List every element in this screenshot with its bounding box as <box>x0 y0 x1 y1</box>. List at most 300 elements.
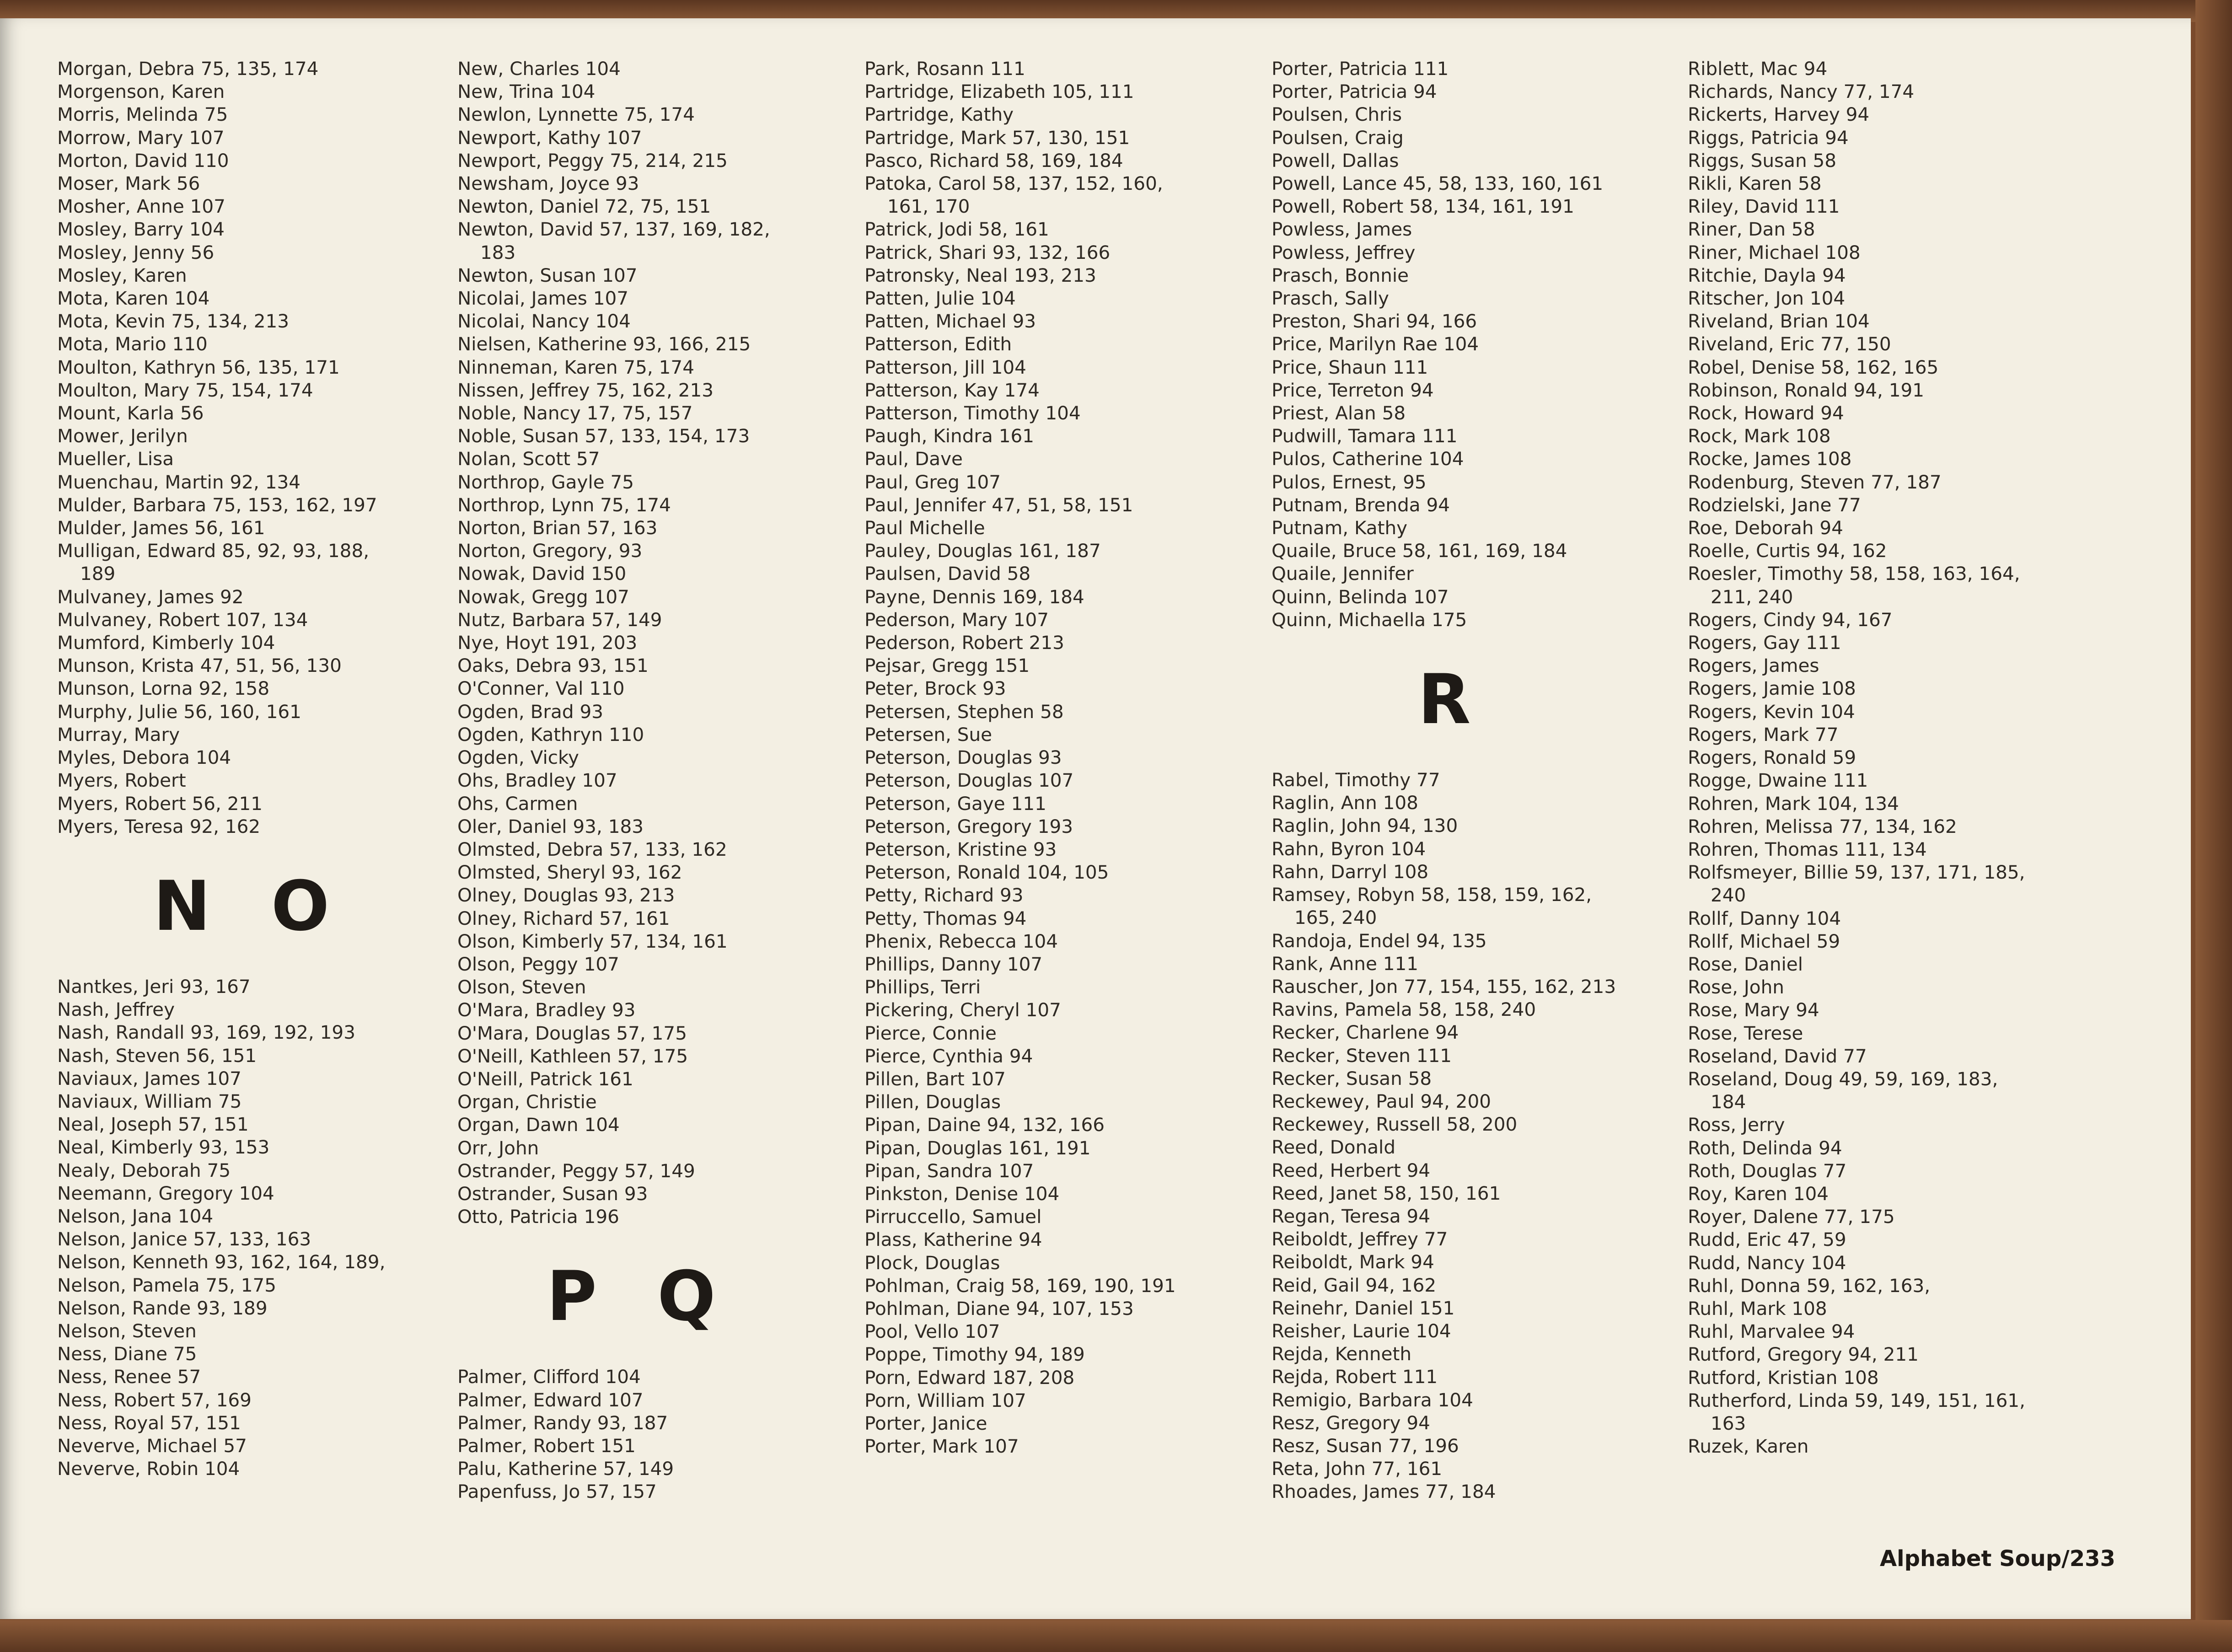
index-entry: Rikli, Karen 58 <box>1688 172 1822 195</box>
index-entry: Peterson, Douglas 93 <box>864 746 1062 769</box>
index-entry: Myers, Teresa 92, 162 <box>57 815 261 837</box>
index-entry: Roseland, Doug 49, 59, 169, 183, <box>1688 1067 1998 1090</box>
index-entry: Patterson, Jill 104 <box>864 356 1026 378</box>
index-entry: Nash, Steven 56, 151 <box>57 1044 257 1067</box>
index-column-4 <box>1272 57 1665 1503</box>
section-heading: P Q <box>547 1257 734 1337</box>
index-entry: Mosley, Barry 104 <box>57 218 225 241</box>
index-entry: Rogers, Ronald 59 <box>1688 746 1856 769</box>
index-entry: Pillen, Douglas <box>864 1091 1001 1113</box>
index-entry: Putnam, Brenda 94 <box>1272 493 1450 516</box>
index-entry: Palmer, Robert 151 <box>457 1434 636 1457</box>
index-entry-continuation: 165, 240 <box>1294 906 1377 929</box>
index-entry-continuation: 183 <box>480 241 516 263</box>
index-entry: Nowak, David 150 <box>457 563 627 585</box>
index-entry: Norton, Brian 57, 163 <box>457 517 658 539</box>
index-entry: O'Neill, Kathleen 57, 175 <box>457 1045 688 1067</box>
index-entry: Rogers, Kevin 104 <box>1688 700 1855 723</box>
index-entry: Roelle, Curtis 94, 162 <box>1688 540 1887 562</box>
index-entry: Pohlman, Diane 94, 107, 153 <box>864 1297 1134 1319</box>
index-entry: Ogden, Vicky <box>457 746 579 769</box>
index-entry: Reed, Donald <box>1272 1136 1396 1159</box>
index-entry: Royer, Dalene 77, 175 <box>1688 1206 1895 1228</box>
index-entry: Reinehr, Daniel 151 <box>1272 1297 1455 1319</box>
index-entry: Reiboldt, Mark 94 <box>1272 1251 1434 1273</box>
index-entry: Paul, Greg 107 <box>864 471 1001 493</box>
index-entry: Nielsen, Katherine 93, 166, 215 <box>457 333 751 355</box>
index-entry: Riblett, Mac 94 <box>1688 58 1828 80</box>
index-entry: Norton, Gregory, 93 <box>457 540 643 562</box>
index-entry: Paul Michelle <box>864 517 985 539</box>
index-entry: Rogers, Jamie 108 <box>1688 677 1856 700</box>
index-entry: Morton, David 110 <box>57 149 229 172</box>
index-column-5 <box>1688 57 2081 1458</box>
index-entry: Neemann, Gregory 104 <box>57 1182 274 1204</box>
index-entry: Rogers, Cindy 94, 167 <box>1688 608 1893 631</box>
index-entry: Roth, Douglas 77 <box>1688 1159 1847 1182</box>
index-entry: Mount, Karla 56 <box>57 402 204 424</box>
index-entry: Morgenson, Karen <box>57 80 225 103</box>
index-entry: Pipan, Douglas 161, 191 <box>864 1137 1091 1159</box>
index-entry: Pillen, Bart 107 <box>864 1067 1006 1090</box>
index-entry: Petty, Thomas 94 <box>864 907 1027 929</box>
index-entry: Rose, Mary 94 <box>1688 999 1819 1021</box>
index-entry: Rogers, Gay 111 <box>1688 632 1841 654</box>
index-entry: Patterson, Edith <box>864 333 1012 355</box>
index-entry: O'Conner, Val 110 <box>457 677 625 700</box>
index-entry: Peter, Brock 93 <box>864 677 1006 700</box>
index-entry: Pickering, Cheryl 107 <box>864 999 1061 1021</box>
index-entry: Rocke, James 108 <box>1688 448 1852 470</box>
index-entry: Plock, Douglas <box>864 1251 1000 1274</box>
index-entry: Richards, Nancy 77, 174 <box>1688 80 1915 103</box>
index-entry: Newton, Daniel 72, 75, 151 <box>457 195 711 218</box>
index-entry: Peterson, Douglas 107 <box>864 769 1074 792</box>
index-entry: Rutford, Gregory 94, 211 <box>1688 1343 1919 1366</box>
index-entry-continuation: 189 <box>80 563 116 585</box>
index-entry: Roseland, David 77 <box>1688 1045 1867 1067</box>
index-entry: Rose, Terese <box>1688 1022 1803 1044</box>
book-cover-edge-right <box>2195 0 2232 1652</box>
index-entry: Ness, Renee 57 <box>57 1366 201 1388</box>
index-entry: O'Neill, Patrick 161 <box>457 1067 633 1090</box>
index-entry: Ritchie, Dayla 94 <box>1688 264 1846 286</box>
index-entry: Myles, Debora 104 <box>57 746 231 769</box>
index-entry: Neal, Joseph 57, 151 <box>57 1113 249 1136</box>
index-entry: Mulder, Barbara 75, 153, 162, 197 <box>57 493 377 516</box>
index-entry: Patrick, Jodi 58, 161 <box>864 218 1049 241</box>
index-entry: Rogge, Dwaine 111 <box>1688 769 1868 792</box>
index-entry: Mower, Jerilyn <box>57 425 188 447</box>
index-entry: Quinn, Belinda 107 <box>1272 585 1449 608</box>
index-entry: Newton, David 57, 137, 169, 182, <box>457 218 770 241</box>
index-entry: Mota, Kevin 75, 134, 213 <box>57 310 290 333</box>
index-entry: New, Charles 104 <box>457 58 621 80</box>
index-entry: Reisher, Laurie 104 <box>1272 1319 1451 1342</box>
index-entry: Rose, Daniel <box>1688 953 1803 975</box>
index-entry: Palmer, Clifford 104 <box>457 1366 641 1388</box>
index-entry: Papenfuss, Jo 57, 157 <box>457 1480 657 1503</box>
index-entry: Reckewey, Paul 94, 200 <box>1272 1090 1491 1112</box>
index-entry: Payne, Dennis 169, 184 <box>864 585 1084 608</box>
index-entry: Porn, William 107 <box>864 1389 1026 1411</box>
index-entry: Moulton, Kathryn 56, 135, 171 <box>57 356 340 378</box>
index-entry-continuation: 163 <box>1711 1412 1746 1434</box>
index-entry: Reckewey, Russell 58, 200 <box>1272 1113 1518 1136</box>
index-entry: Rutford, Kristian 108 <box>1688 1366 1879 1389</box>
index-entry: Pipan, Sandra 107 <box>864 1159 1034 1182</box>
index-entry: Rolfsmeyer, Billie 59, 137, 171, 185, <box>1688 861 2025 884</box>
index-entry: Mulder, James 56, 161 <box>57 517 265 539</box>
index-entry: O'Mara, Bradley 93 <box>457 999 636 1021</box>
index-entry: Pauley, Douglas 161, 187 <box>864 540 1101 562</box>
index-entry: Rauscher, Jon 77, 154, 155, 162, 213 <box>1272 975 1616 998</box>
index-entry: Randoja, Endel 94, 135 <box>1272 929 1487 952</box>
index-entry: Myers, Robert 56, 211 <box>57 792 263 815</box>
index-entry: Pirruccello, Samuel <box>864 1206 1042 1228</box>
index-entry: Putnam, Kathy <box>1272 517 1408 539</box>
index-entry: Organ, Christie <box>457 1091 597 1113</box>
index-entry: Ostrander, Susan 93 <box>457 1182 648 1205</box>
index-entry: Roy, Karen 104 <box>1688 1182 1829 1205</box>
index-entry: Nelson, Janice 57, 133, 163 <box>57 1228 311 1250</box>
index-entry-continuation: 240 <box>1711 884 1746 906</box>
index-entry: Nash, Randall 93, 169, 192, 193 <box>57 1021 355 1044</box>
index-entry: Ness, Diane 75 <box>57 1343 197 1365</box>
index-entry: Rohren, Melissa 77, 134, 162 <box>1688 815 1957 837</box>
index-entry: Ruzek, Karen <box>1688 1435 1809 1458</box>
section-heading: R <box>1418 660 1489 740</box>
index-entry: New, Trina 104 <box>457 80 596 103</box>
index-entry: Poulsen, Craig <box>1272 126 1404 149</box>
index-entry: Pulos, Catherine 104 <box>1272 448 1464 470</box>
index-entry: Newport, Peggy 75, 214, 215 <box>457 149 728 172</box>
index-page <box>0 18 2191 1619</box>
index-entry: Pederson, Mary 107 <box>864 608 1049 631</box>
index-entry: Patterson, Kay 174 <box>864 379 1040 401</box>
index-entry: Mueller, Lisa <box>57 448 174 470</box>
index-entry: Mulvaney, James 92 <box>57 585 244 608</box>
index-entry: Olson, Peggy 107 <box>457 953 619 975</box>
index-entry: Rohren, Mark 104, 134 <box>1688 792 1899 815</box>
index-entry: Pejsar, Gregg 151 <box>864 654 1030 677</box>
index-entry: Rank, Anne 111 <box>1272 952 1419 975</box>
index-entry: Porter, Mark 107 <box>864 1435 1019 1458</box>
index-entry: Reiboldt, Jeffrey 77 <box>1272 1228 1448 1250</box>
index-entry: Ruhl, Mark 108 <box>1688 1297 1827 1319</box>
index-entry: Nolan, Scott 57 <box>457 448 600 470</box>
index-entry: Ostrander, Peggy 57, 149 <box>457 1159 695 1182</box>
index-entry: Park, Rosann 111 <box>864 58 1025 80</box>
index-entry: Ritscher, Jon 104 <box>1688 287 1846 310</box>
index-column-3 <box>864 57 1258 1458</box>
index-entry: Phillips, Danny 107 <box>864 953 1043 975</box>
index-entry: Nelson, Steven <box>57 1319 197 1342</box>
index-entry: Raglin, John 94, 130 <box>1272 815 1458 837</box>
index-entry: Partridge, Mark 57, 130, 151 <box>864 126 1130 149</box>
index-entry: Prasch, Bonnie <box>1272 264 1409 286</box>
index-entry: Petersen, Stephen 58 <box>864 700 1064 723</box>
index-entry: Nelson, Rande 93, 189 <box>57 1297 268 1319</box>
index-entry: Powell, Dallas <box>1272 149 1399 172</box>
index-entry: Nye, Hoyt 191, 203 <box>457 632 638 654</box>
index-entry: Preston, Shari 94, 166 <box>1272 310 1477 333</box>
index-entry: Nicolai, James 107 <box>457 287 629 310</box>
index-entry: Paul, Jennifer 47, 51, 58, 151 <box>864 493 1133 516</box>
index-entry: Rodzielski, Jane 77 <box>1688 493 1861 516</box>
index-entry: Organ, Dawn 104 <box>457 1114 620 1136</box>
index-entry: Peterson, Gaye 111 <box>864 792 1046 815</box>
index-entry: Pool, Vello 107 <box>864 1320 1000 1343</box>
index-entry: Neverve, Michael 57 <box>57 1434 247 1457</box>
index-entry: Riner, Dan 58 <box>1688 218 1815 241</box>
index-entry: Murphy, Julie 56, 160, 161 <box>57 700 301 723</box>
index-entry: Porter, Janice <box>864 1412 987 1434</box>
index-entry: Porter, Patricia 94 <box>1272 80 1437 103</box>
index-entry: Porn, Edward 187, 208 <box>864 1366 1075 1389</box>
index-entry: Phenix, Rebecca 104 <box>864 930 1058 952</box>
index-entry: Palmer, Randy 93, 187 <box>457 1411 668 1434</box>
index-entry: Palu, Katherine 57, 149 <box>457 1458 674 1480</box>
index-entry: Powless, James <box>1272 218 1412 241</box>
index-entry: Rollf, Michael 59 <box>1688 930 1840 952</box>
index-entry: Reed, Janet 58, 150, 161 <box>1272 1182 1501 1204</box>
index-entry: Northrop, Lynn 75, 174 <box>457 493 671 516</box>
index-entry: Reta, John 77, 161 <box>1272 1458 1443 1480</box>
index-entry: Morgan, Debra 75, 135, 174 <box>57 58 319 80</box>
index-entry: Riggs, Patricia 94 <box>1688 126 1849 149</box>
index-entry: Mumford, Kimberly 104 <box>57 632 275 654</box>
index-entry: Patrick, Shari 93, 132, 166 <box>864 241 1111 263</box>
index-entry: Mota, Karen 104 <box>57 287 210 310</box>
index-entry: Phillips, Terri <box>864 976 981 998</box>
index-entry: Riveland, Eric 77, 150 <box>1688 333 1891 355</box>
index-entry: Morris, Melinda 75 <box>57 103 228 126</box>
index-entry: Mota, Mario 110 <box>57 333 208 355</box>
index-entry: Pierce, Connie <box>864 1022 997 1044</box>
index-entry: Olson, Kimberly 57, 134, 161 <box>457 930 728 952</box>
index-entry: Partridge, Elizabeth 105, 111 <box>864 80 1134 103</box>
index-entry: Olmsted, Sheryl 93, 162 <box>457 861 682 884</box>
index-entry: Rhoades, James 77, 184 <box>1272 1480 1496 1503</box>
index-entry: Rahn, Byron 104 <box>1272 837 1426 860</box>
index-entry: Ogden, Kathryn 110 <box>457 723 644 746</box>
index-entry: Powell, Robert 58, 134, 161, 191 <box>1272 195 1574 218</box>
index-entry: Ness, Robert 57, 169 <box>57 1389 252 1411</box>
index-entry: Nicolai, Nancy 104 <box>457 310 631 333</box>
index-entry: Ravins, Pamela 58, 158, 240 <box>1272 998 1536 1021</box>
index-entry: Morrow, Mary 107 <box>57 126 225 149</box>
index-entry: Rudd, Nancy 104 <box>1688 1251 1846 1274</box>
index-entry: Noble, Susan 57, 133, 154, 173 <box>457 425 750 447</box>
index-entry: Ohs, Bradley 107 <box>457 769 617 792</box>
index-entry: Reid, Gail 94, 162 <box>1272 1274 1437 1296</box>
index-entry: Newport, Kathy 107 <box>457 126 642 149</box>
index-entry: Powless, Jeffrey <box>1272 241 1416 263</box>
index-entry: Munson, Lorna 92, 158 <box>57 677 270 700</box>
index-entry: Ohs, Carmen <box>457 792 578 815</box>
index-entry: Palmer, Edward 107 <box>457 1389 644 1411</box>
index-entry: Oler, Daniel 93, 183 <box>457 815 644 837</box>
index-entry: Paugh, Kindra 161 <box>864 425 1035 447</box>
index-entry: Rutherford, Linda 59, 149, 151, 161, <box>1688 1389 2025 1411</box>
index-entry: Resz, Gregory 94 <box>1272 1411 1430 1434</box>
index-entry: Rahn, Darryl 108 <box>1272 860 1429 883</box>
index-entry: Pulos, Ernest, 95 <box>1272 471 1427 493</box>
index-entry: Rogers, Mark 77 <box>1688 723 1839 746</box>
index-entry: Myers, Robert <box>57 769 186 792</box>
index-entry: Rogers, James <box>1688 654 1819 677</box>
index-entry: Oaks, Debra 93, 151 <box>457 654 649 677</box>
index-entry: Mosley, Karen <box>57 264 187 286</box>
index-entry: O'Mara, Douglas 57, 175 <box>457 1022 687 1044</box>
index-entry: Northrop, Gayle 75 <box>457 471 634 493</box>
index-entry: Poppe, Timothy 94, 189 <box>864 1343 1085 1366</box>
index-entry: Petersen, Sue <box>864 723 993 746</box>
index-entry: Nelson, Kenneth 93, 162, 164, 189, <box>57 1251 386 1273</box>
index-entry-continuation: 184 <box>1711 1091 1746 1113</box>
index-entry: Pinkston, Denise 104 <box>864 1182 1060 1205</box>
index-entry: Reed, Herbert 94 <box>1272 1159 1431 1181</box>
index-entry: Moulton, Mary 75, 154, 174 <box>57 379 313 401</box>
index-entry: Porter, Patricia 111 <box>1272 58 1449 80</box>
index-entry: Poulsen, Chris <box>1272 103 1402 126</box>
index-entry: Murray, Mary <box>57 723 180 746</box>
index-entry: Patterson, Timothy 104 <box>864 402 1081 424</box>
index-entry: Patronsky, Neal 193, 213 <box>864 264 1096 286</box>
index-entry: Pudwill, Tamara 111 <box>1272 425 1458 447</box>
index-entry: Robinson, Ronald 94, 191 <box>1688 379 1925 401</box>
section-heading: N O <box>153 866 348 946</box>
index-entry: Remigio, Barbara 104 <box>1272 1389 1473 1411</box>
index-entry: Pohlman, Craig 58, 169, 190, 191 <box>864 1274 1176 1297</box>
index-entry: Riveland, Brian 104 <box>1688 310 1870 333</box>
index-entry: Olson, Steven <box>457 976 586 998</box>
index-entry: Pederson, Robert 213 <box>864 632 1064 654</box>
index-entry: Peterson, Kristine 93 <box>864 838 1057 860</box>
index-entry: Patten, Julie 104 <box>864 287 1016 310</box>
index-entry: Nissen, Jeffrey 75, 162, 213 <box>457 379 714 401</box>
index-entry: Ness, Royal 57, 151 <box>57 1411 241 1434</box>
book-cover-edge-bottom <box>0 1620 2232 1652</box>
index-entry: Ruhl, Marvalee 94 <box>1688 1320 1855 1343</box>
index-entry: Ross, Jerry <box>1688 1114 1785 1136</box>
index-entry: Mosley, Jenny 56 <box>57 241 215 263</box>
index-entry: Olney, Douglas 93, 213 <box>457 884 675 906</box>
page-footer: Alphabet Soup/233 <box>1880 1546 2115 1572</box>
index-entry: Mosher, Anne 107 <box>57 195 225 218</box>
index-entry: Ninneman, Karen 75, 174 <box>457 356 694 378</box>
index-entry: Priest, Alan 58 <box>1272 402 1406 424</box>
index-entry: Noble, Nancy 17, 75, 157 <box>457 402 693 424</box>
index-entry: Riggs, Susan 58 <box>1688 149 1837 172</box>
index-entry: Rickerts, Harvey 94 <box>1688 103 1870 126</box>
index-entry: Powell, Lance 45, 58, 133, 160, 161 <box>1272 172 1604 195</box>
index-entry: Peterson, Ronald 104, 105 <box>864 861 1109 884</box>
index-entry: Pierce, Cynthia 94 <box>864 1045 1033 1067</box>
index-entry: Rohren, Thomas 111, 134 <box>1688 838 1927 860</box>
index-entry: Quinn, Michaella 175 <box>1272 608 1467 631</box>
index-entry: Roesler, Timothy 58, 158, 163, 164, <box>1688 563 2020 585</box>
index-entry: Quaile, Bruce 58, 161, 169, 184 <box>1272 540 1567 562</box>
index-entry: Quaile, Jennifer <box>1272 563 1414 585</box>
index-entry: Recker, Steven 111 <box>1272 1044 1452 1067</box>
index-entry: Rodenburg, Steven 77, 187 <box>1688 471 1942 493</box>
index-entry: Ramsey, Robyn 58, 158, 159, 162, <box>1272 884 1592 906</box>
index-entry: Rollf, Danny 104 <box>1688 907 1841 929</box>
index-entry: Recker, Susan 58 <box>1272 1067 1432 1089</box>
index-entry: Nowak, Gregg 107 <box>457 585 629 608</box>
index-entry: Roth, Delinda 94 <box>1688 1137 1842 1159</box>
index-entry: Raglin, Ann 108 <box>1272 792 1418 814</box>
index-entry: Robel, Denise 58, 162, 165 <box>1688 356 1939 378</box>
index-entry: Ogden, Brad 93 <box>457 700 603 723</box>
index-entry: Pipan, Daine 94, 132, 166 <box>864 1114 1105 1136</box>
index-entry: Otto, Patricia 196 <box>457 1206 619 1228</box>
index-entry: Rejda, Robert 111 <box>1272 1366 1438 1388</box>
index-entry: Orr, John <box>457 1137 539 1159</box>
index-entry: Rejda, Kenneth <box>1272 1343 1412 1365</box>
index-entry: Petty, Richard 93 <box>864 884 1024 906</box>
index-entry: Nutz, Barbara 57, 149 <box>457 608 662 631</box>
index-entry: Nealy, Deborah 75 <box>57 1159 231 1181</box>
index-entry: Nantkes, Jeri 93, 167 <box>57 975 251 998</box>
index-entry: Rabel, Timothy 77 <box>1272 769 1440 791</box>
index-entry: Price, Terreton 94 <box>1272 379 1434 401</box>
index-entry: Pasco, Richard 58, 169, 184 <box>864 149 1123 172</box>
index-entry: Nelson, Jana 104 <box>57 1205 214 1227</box>
index-entry: Patten, Michael 93 <box>864 310 1036 333</box>
index-entry: Newsham, Joyce 93 <box>457 172 639 195</box>
index-entry: Munson, Krista 47, 51, 56, 130 <box>57 654 342 677</box>
index-entry-continuation: 161, 170 <box>887 195 970 218</box>
index-entry: Rudd, Eric 47, 59 <box>1688 1228 1846 1251</box>
index-entry: Paul, Dave <box>864 448 963 470</box>
index-entry: Prasch, Sally <box>1272 287 1389 310</box>
index-entry: Price, Shaun 111 <box>1272 356 1428 378</box>
index-entry: Price, Marilyn Rae 104 <box>1272 333 1479 355</box>
index-entry: Rock, Howard 94 <box>1688 402 1844 424</box>
index-entry: Riley, David 111 <box>1688 195 1840 218</box>
index-entry: Nelson, Pamela 75, 175 <box>57 1274 277 1296</box>
index-entry: Nash, Jeffrey <box>57 998 175 1021</box>
index-entry: Muenchau, Martin 92, 134 <box>57 471 301 493</box>
index-entry: Newlon, Lynnette 75, 174 <box>457 103 695 126</box>
index-entry: Olmsted, Debra 57, 133, 162 <box>457 838 727 860</box>
index-entry: Resz, Susan 77, 196 <box>1272 1434 1459 1457</box>
index-entry: Partridge, Kathy <box>864 103 1014 126</box>
index-entry: Paulsen, David 58 <box>864 563 1031 585</box>
index-entry: Patoka, Carol 58, 137, 152, 160, <box>864 172 1163 195</box>
index-entry: Riner, Michael 108 <box>1688 241 1861 263</box>
index-entry: Rose, John <box>1688 976 1784 998</box>
index-column-2 <box>457 57 851 1503</box>
index-entry-continuation: 211, 240 <box>1711 585 1793 608</box>
index-entry: Recker, Charlene 94 <box>1272 1021 1459 1044</box>
index-entry: Newton, Susan 107 <box>457 264 638 286</box>
index-entry: Neal, Kimberly 93, 153 <box>57 1136 270 1159</box>
index-entry: Plass, Katherine 94 <box>864 1228 1042 1251</box>
index-entry: Regan, Teresa 94 <box>1272 1205 1430 1227</box>
index-entry: Rock, Mark 108 <box>1688 425 1831 447</box>
index-entry: Naviaux, William 75 <box>57 1090 242 1112</box>
index-column-1 <box>57 57 451 1480</box>
index-entry: Naviaux, James 107 <box>57 1067 241 1089</box>
index-entry: Peterson, Gregory 193 <box>864 815 1073 837</box>
index-entry: Neverve, Robin 104 <box>57 1458 240 1480</box>
index-entry: Moser, Mark 56 <box>57 172 200 195</box>
index-entry: Mulvaney, Robert 107, 134 <box>57 608 308 631</box>
